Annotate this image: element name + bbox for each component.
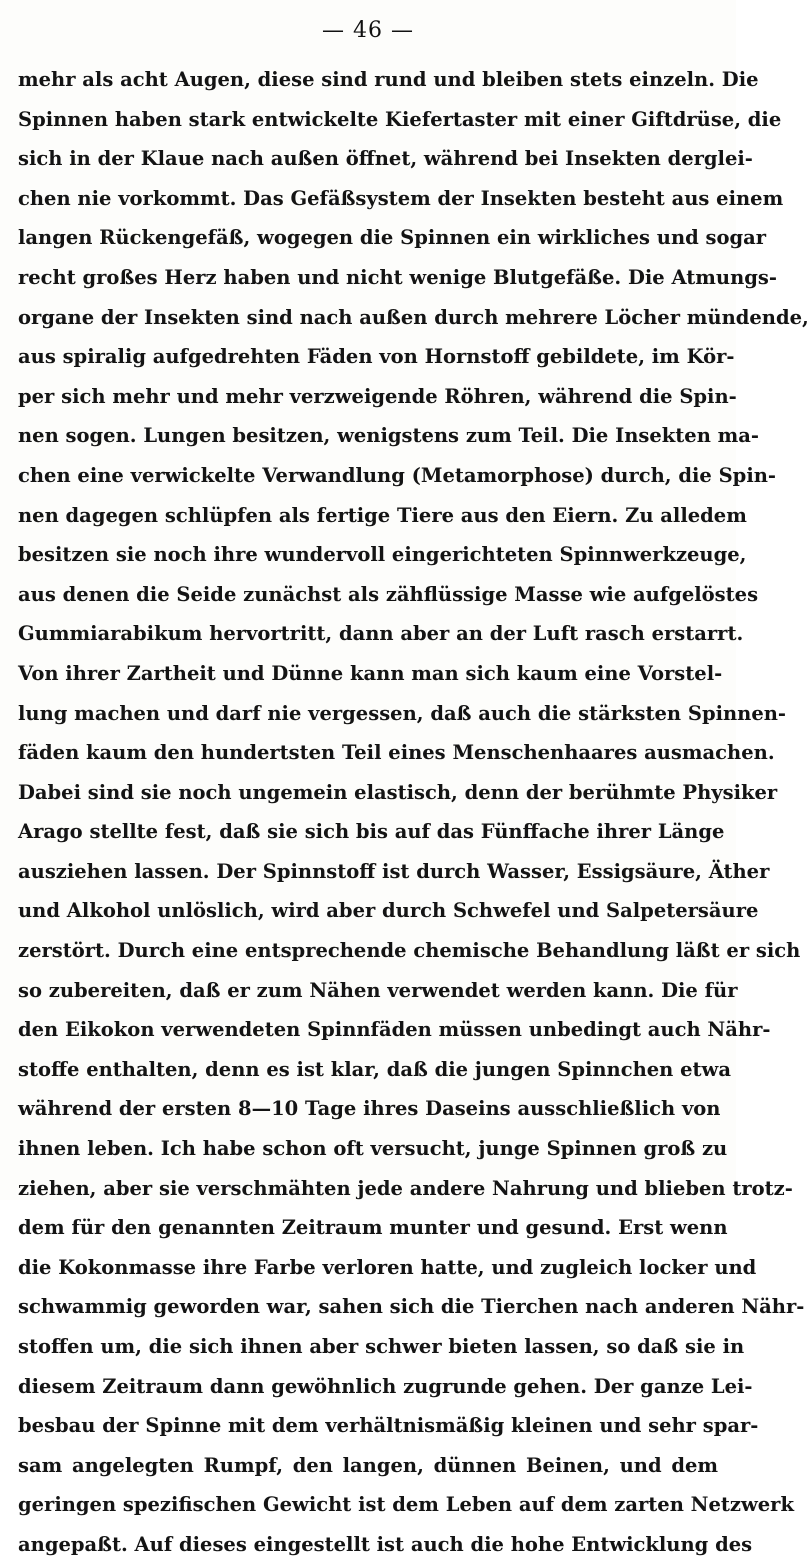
text-line: besitzen sie noch ihre wundervoll eingerichteten Spinnwerkzeuge, <box>18 543 747 567</box>
text-line: schwammig geworden war, sahen sich die Tierchen nach anderen Nähr- <box>18 1295 805 1319</box>
text-line: sam angelegten Rumpf, den langen, dünnen Beinen, und dem <box>18 1453 718 1477</box>
text-line: per sich mehr und mehr verzweigende Röhren, während die Spin- <box>18 384 737 408</box>
text-line: geringen spezifischen Gewicht ist dem Leben auf dem zarten Netzwerk <box>18 1493 794 1517</box>
text-line: nen dagegen schlüpfen als fertige Tiere aus den Eiern. Zu alledem <box>18 503 747 527</box>
text-line: ziehen, aber sie verschmähten jede andere Nahrung und blieben trotz- <box>18 1176 793 1200</box>
text-line: und Alkohol unlöslich, wird aber durch Schwefel und Salpetersäure <box>18 899 759 923</box>
text-line: zerstört. Durch eine entsprechende chemische Behandlung läßt er sich <box>18 939 801 963</box>
text-line: Spinnen haben stark entwickelte Kiefertaster mit einer Giftdrüse, die <box>18 107 782 131</box>
text-line: recht großes Herz haben und nicht wenige Blutgefäße. Die Atmungs- <box>18 265 777 289</box>
text-line: nen sogen. Lungen besitzen, wenigstens zum Teil. Die Insekten ma- <box>18 424 760 448</box>
text-line: ausziehen lassen. Der Spinnstoff ist durch Wasser, Essigsäure, Äther <box>18 859 770 883</box>
text-line: dem für den genannten Zeitraum munter und gesund. Erst wenn <box>18 1216 728 1240</box>
text-line: sich in der Klaue nach außen öffnet, während bei Insekten derglei- <box>18 147 753 171</box>
text-line: chen nie vorkommt. Das Gefäßsystem der Insekten besteht aus einem <box>18 186 784 210</box>
text-line: ihnen leben. Ich habe schon oft versucht, junge Spinnen groß zu <box>18 1137 728 1161</box>
text-line: organe der Insekten sind nach außen durch mehrere Löcher mündende, <box>18 305 809 329</box>
text-line: mehr als acht Augen, diese sind rund und bleiben stets einzeln. Die <box>18 68 759 91</box>
text-line: stoffen um, die sich ihnen aber schwer bieten lassen, so daß sie in <box>18 1335 745 1358</box>
text-line: so zubereiten, daß er zum Nähen verwendet werden kann. Die für <box>18 978 738 1002</box>
text-line: langen Rückengefäß, wogegen die Spinnen ein wirkliches und sogar <box>18 226 767 250</box>
text-line: Dabei sind sie noch ungemein elastisch, denn der berühmte Physiker <box>18 780 778 804</box>
text-line: fäden kaum den hundertsten Teil eines Menschenhaares ausmachen. <box>18 741 775 765</box>
text-line: aus spiralig aufgedrehten Fäden von Hornstoff gebildete, im Kör- <box>18 345 735 369</box>
text-line: lung machen und darf nie vergessen, daß auch die stärksten Spinnen- <box>18 701 787 725</box>
text-line: während der ersten 8—10 Tage ihres Daseins ausschließlich von <box>18 1097 721 1121</box>
text-line: aus denen die Seide zunächst als zähflüssige Masse wie aufgelöstes <box>18 582 759 606</box>
text-line: die Kokonmasse ihre Farbe verloren hatte, und zugleich locker und <box>18 1255 757 1279</box>
text-line: Gummiarabikum hervortritt, dann aber an der Luft rasch erstarrt. <box>18 622 744 646</box>
text-line: diesem Zeitraum dann gewöhnlich zugrunde gehen. Der ganze Lei- <box>18 1374 753 1398</box>
text-line: besbau der Spinne mit dem verhältnismäßig kleinen und sehr spar- <box>18 1414 759 1438</box>
text-line: Arago stellte fest, daß sie sich bis auf das Fünffache ihrer Länge <box>18 820 725 844</box>
text-line: angepaßt. Auf dieses eingestellt ist auch die hohe Entwicklung des <box>18 1532 753 1556</box>
text-line: Von ihrer Zartheit und Dünne kann man sich kaum eine Vorstel- <box>18 661 723 685</box>
page-number: — 46 — <box>322 18 414 43</box>
text-line: chen eine verwickelte Verwandlung (Metamorphose) durch, die Spin- <box>18 463 776 487</box>
body-text <box>18 60 809 1565</box>
text-line: den Eikokon verwendeten Spinnfäden müssen unbedingt auch Nähr- <box>18 1018 771 1042</box>
text-line: stoffe enthalten, denn es ist klar, daß die jungen Spinnchen etwa <box>18 1057 731 1081</box>
